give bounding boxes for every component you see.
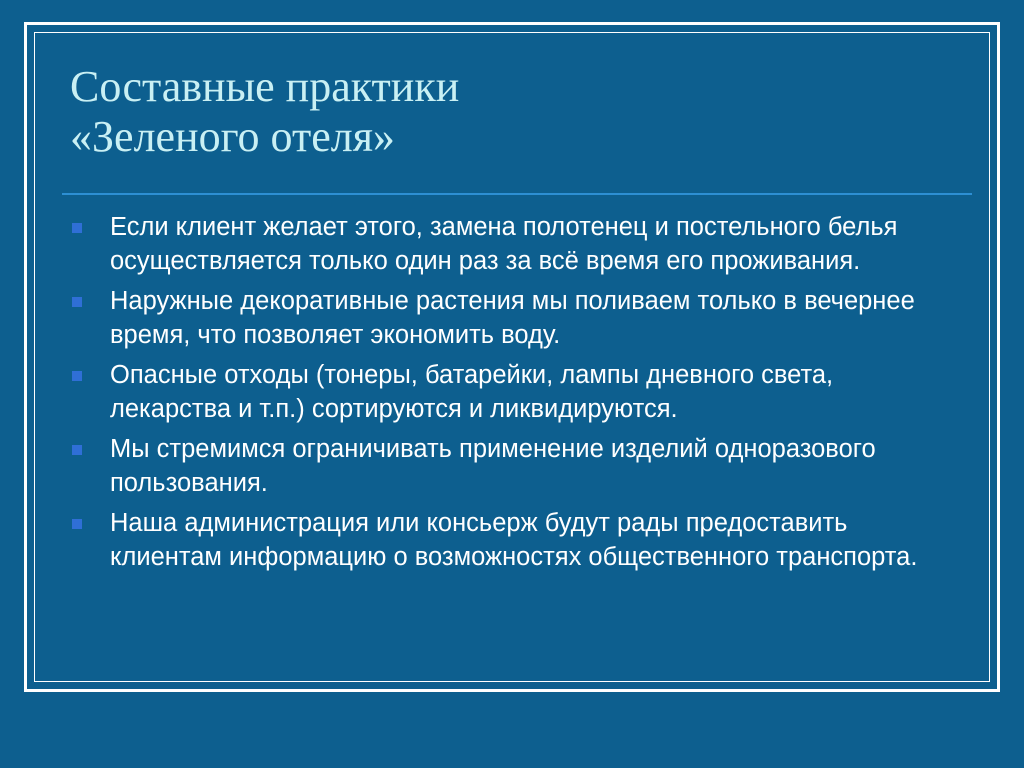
square-bullet-icon [72,371,82,381]
bullet-text: Если клиент желает этого, замена полотенец и постельного белья осуществляется только один раз за всё время его проживания. [110,213,898,275]
bullet-list [70,210,960,580]
bullet-text: Мы стремимся ограничивать применение изделий одноразового пользования. [110,435,876,497]
bullet-item [70,432,960,500]
bullet-text: Наша администрация или консьерж будут рады предоставить клиентам информацию о возможностях общественного транспорта. [110,509,918,571]
bullet-item [70,358,960,426]
bullet-item [70,506,960,574]
bullet-text: Опасные отходы (тонеры, батарейки, лампы дневного света, лекарства и т.п.) сортируются и ликвидируются. [110,361,834,423]
square-bullet-icon [72,297,82,307]
square-bullet-icon [72,519,82,529]
square-bullet-icon [72,223,82,233]
bullet-text: Наружные декоративные растения мы поливаем только в вечернее время, что позволяет экономить воду. [110,287,915,349]
slide-title-line-2: «Зеленого отеля» [70,112,395,161]
bullet-item [70,210,960,278]
title-divider [62,193,972,195]
square-bullet-icon [72,445,82,455]
slide-title-line-1: Составные практики [70,62,460,111]
bullet-item [70,284,960,352]
slide-title [70,62,950,162]
